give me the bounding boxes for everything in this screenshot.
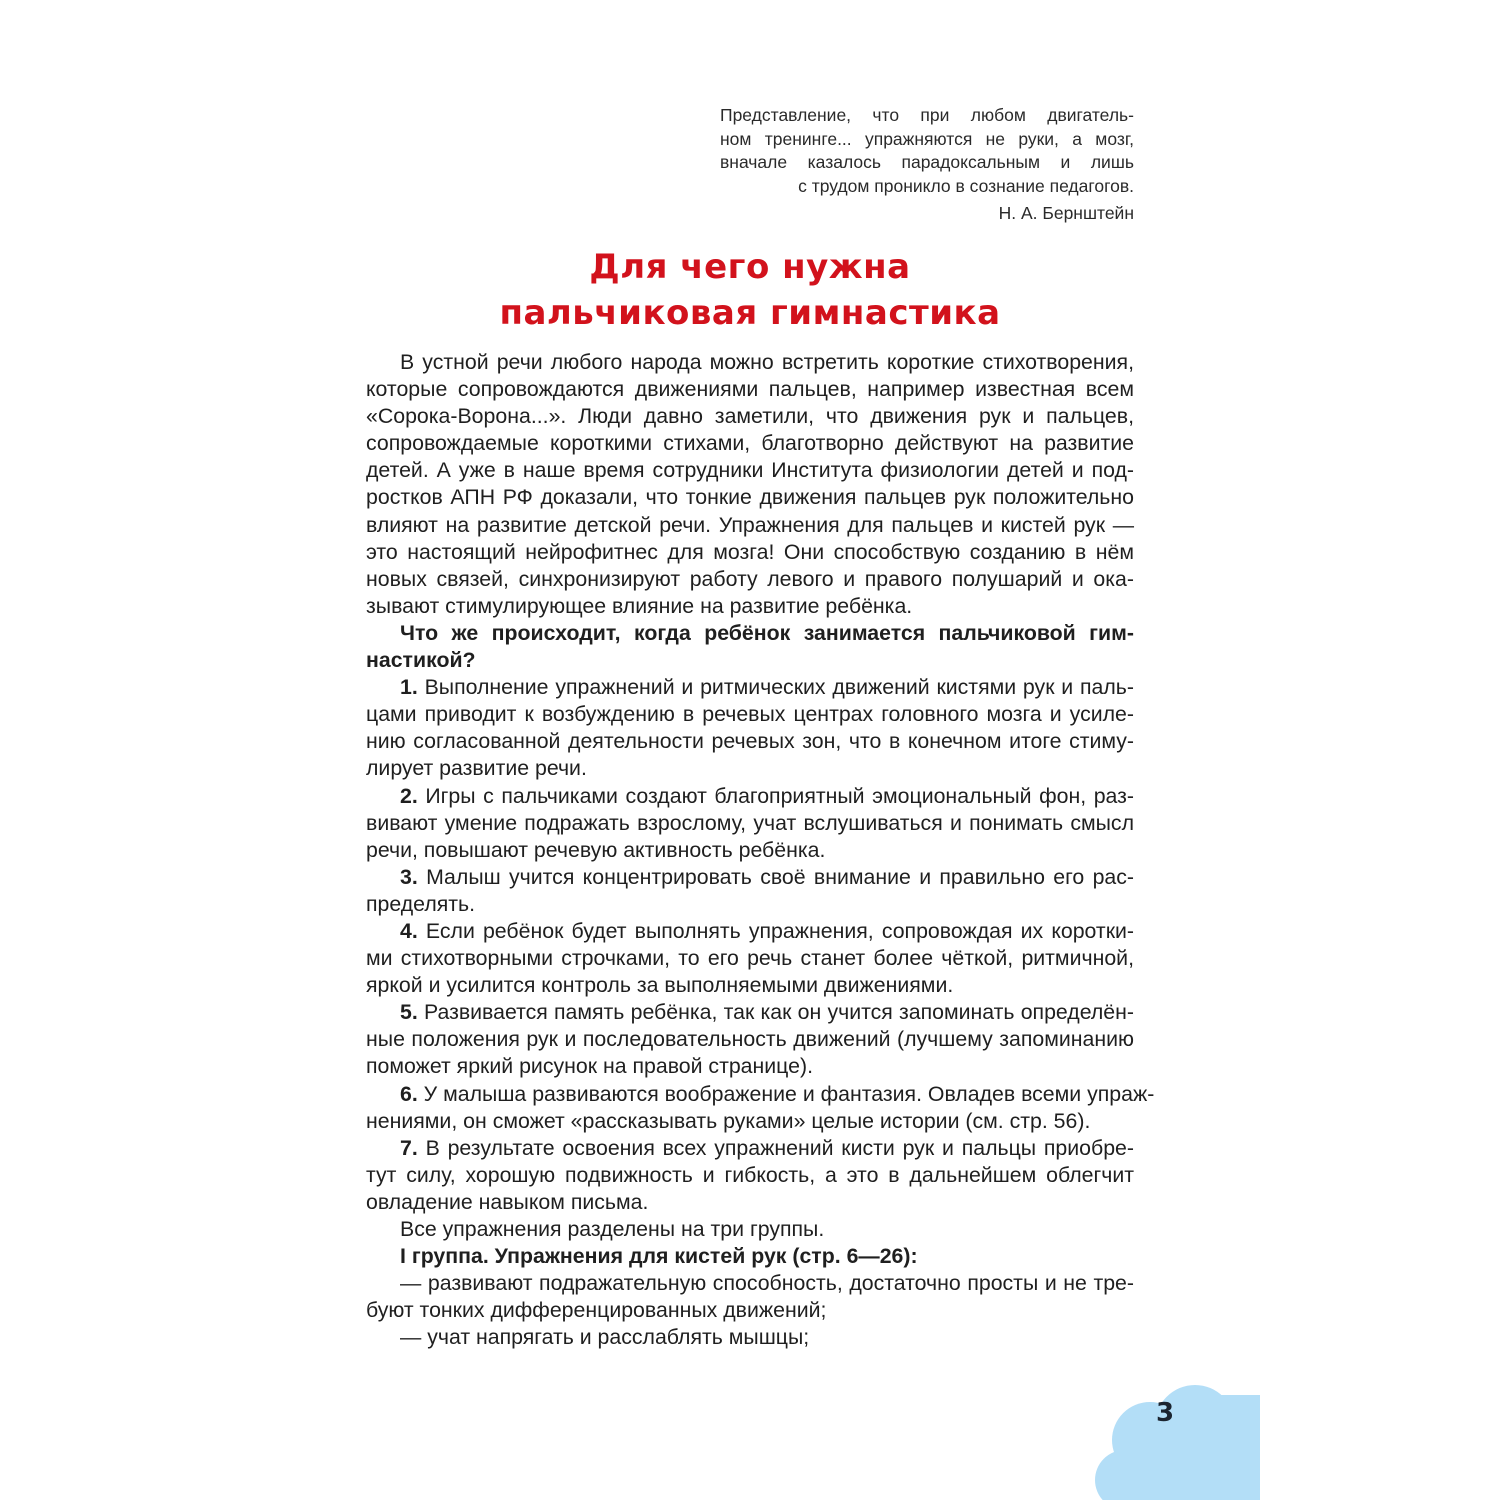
list-item-4 <box>366 918 1134 945</box>
item-line: овладение навыком письма. <box>366 1189 649 1214</box>
group-1-bullet-cont: буют тонких дифференцированных движений; <box>366 1298 827 1323</box>
group-1-bullet: — развивают подражательную способность, достаточно просты и не тре- <box>400 1271 1134 1296</box>
item-text: В результате освоения всех упражнений кисти рук и пальцы приобре- <box>417 1135 1134 1160</box>
intro-line: которые сопровождаются движениями пальцев, например известная всем <box>366 377 1134 402</box>
item-line: вивают умение подражать взрослому, учат вслушиваться и понимать смысл <box>366 810 1134 835</box>
intro-line: ростков АПН РФ доказали, что тонкие движения пальцев рук положительно <box>366 485 1134 510</box>
epigraph <box>720 104 1134 226</box>
item-line: поможет яркий рисунок на правой странице). <box>366 1054 813 1079</box>
epigraph-line: с трудом проникло в сознание педагогов. <box>798 175 1134 196</box>
intro-line: влияют на развитие детской речи. Упражнения для пальцев и кистей рук — <box>366 512 1134 537</box>
question-line: Что же происходит, когда ребёнок занимается пальчиковой гим- <box>400 620 1134 645</box>
item-line: тут силу, хорошую подвижность и гибкость, а это в дальнейшем облегчит <box>366 1162 1134 1187</box>
item-text: Развивается память ребёнка, так как он учится запоминать определён- <box>417 1000 1134 1025</box>
item-line: нениями, он сможет «рассказывать руками» целые истории (см. стр. 56). <box>366 1108 1091 1133</box>
item-line: нию согласованной деятельности речевых зон, что в конечном итоге стиму- <box>366 729 1134 754</box>
item-text: Выполнение упражнений и ритмических движений кистями рук и паль- <box>417 675 1134 700</box>
cloud-shape <box>1095 1370 1265 1500</box>
item-text: Если ребёнок будет выполнять упражнения, сопровождая их коротки- <box>417 918 1134 943</box>
item-text: У малыша развиваются воображение и фантазия. Овладев всеми упраж- <box>417 1081 1155 1106</box>
epigraph-line: ном тренинге... упражняются не руки, а мозг, <box>720 128 1134 149</box>
page-title <box>366 244 1134 336</box>
title-line-2: пальчиковая гимнастика <box>499 293 1001 333</box>
body-text <box>366 349 1155 1351</box>
item-number: 5. <box>400 1000 418 1025</box>
item-number: 1. <box>400 675 418 700</box>
list-item-1 <box>366 674 1134 701</box>
intro-line: детей. А уже в наше время сотрудники Института физиологии детей и под- <box>366 458 1134 483</box>
list-item-7 <box>366 1135 1134 1162</box>
item-number: 6. <box>400 1081 418 1106</box>
item-line: ми стихотворными строчками, то его речь станет более чёткой, ритмичной, <box>366 946 1134 971</box>
intro-line: новых связей, синхронизируют работу левого и правого полушарий и ока- <box>366 566 1134 591</box>
item-number: 3. <box>400 864 418 889</box>
item-number: 4. <box>400 918 418 943</box>
list-item-2 <box>366 783 1134 810</box>
page-number: 3 <box>1155 1398 1175 1428</box>
intro-line: зывают стимулирующее влияние на развитие ребёнка. <box>366 593 913 618</box>
list-item-5 <box>366 999 1134 1026</box>
intro-line: В устной речи любого народа можно встретить короткие стихотворения, <box>400 350 1134 374</box>
intro-line: «Сорока-Ворона...». Люди давно заметили, что движения рук и пальцев, <box>366 404 1134 429</box>
groups-intro: Все упражнения разделены на три группы. <box>400 1217 825 1241</box>
group-1-bullet: — учат напрягать и расслаблять мышцы; <box>400 1325 810 1350</box>
item-text: Игры с пальчиками создают благоприятный эмоциональный фон, раз- <box>417 783 1134 808</box>
item-number: 2. <box>400 783 418 808</box>
intro-line: это настоящий нейрофитнес для мозга! Они способствую созданию в нём <box>366 539 1134 564</box>
epigraph-line: Представление, что при любом двигатель- <box>720 105 1134 125</box>
item-number: 7. <box>400 1135 418 1160</box>
title-line-1: Для чего нужна <box>589 247 911 287</box>
list-item-6 <box>366 1081 1155 1108</box>
item-text: Малыш учится концентрировать своё внимание и правильно его рас- <box>417 864 1134 889</box>
item-line: яркой и усилится контроль за выполняемыми движениями. <box>366 973 954 998</box>
item-line: речи, повышают речевую активность ребёнка. <box>366 837 826 862</box>
epigraph-line: вначале казалось парадоксальным и лишь <box>720 152 1134 172</box>
item-line: лирует развитие речи. <box>366 756 587 781</box>
epigraph-author: Н. А. Бернштейн <box>998 203 1134 223</box>
group-1-heading: I группа. Упражнения для кистей рук (стр. 6—26): <box>400 1244 918 1269</box>
list-item-3 <box>366 864 1134 891</box>
item-line: цами приводит к возбуждению в речевых центрах головного мозга и усиле- <box>366 702 1134 727</box>
item-line: пределять. <box>366 891 476 916</box>
question-line: настикой? <box>366 648 476 673</box>
item-line: ные положения рук и последовательность движений (лучшему запоминанию <box>366 1027 1134 1052</box>
intro-line: сопровождаемые короткими стихами, благотворно действуют на развитие <box>366 431 1134 456</box>
